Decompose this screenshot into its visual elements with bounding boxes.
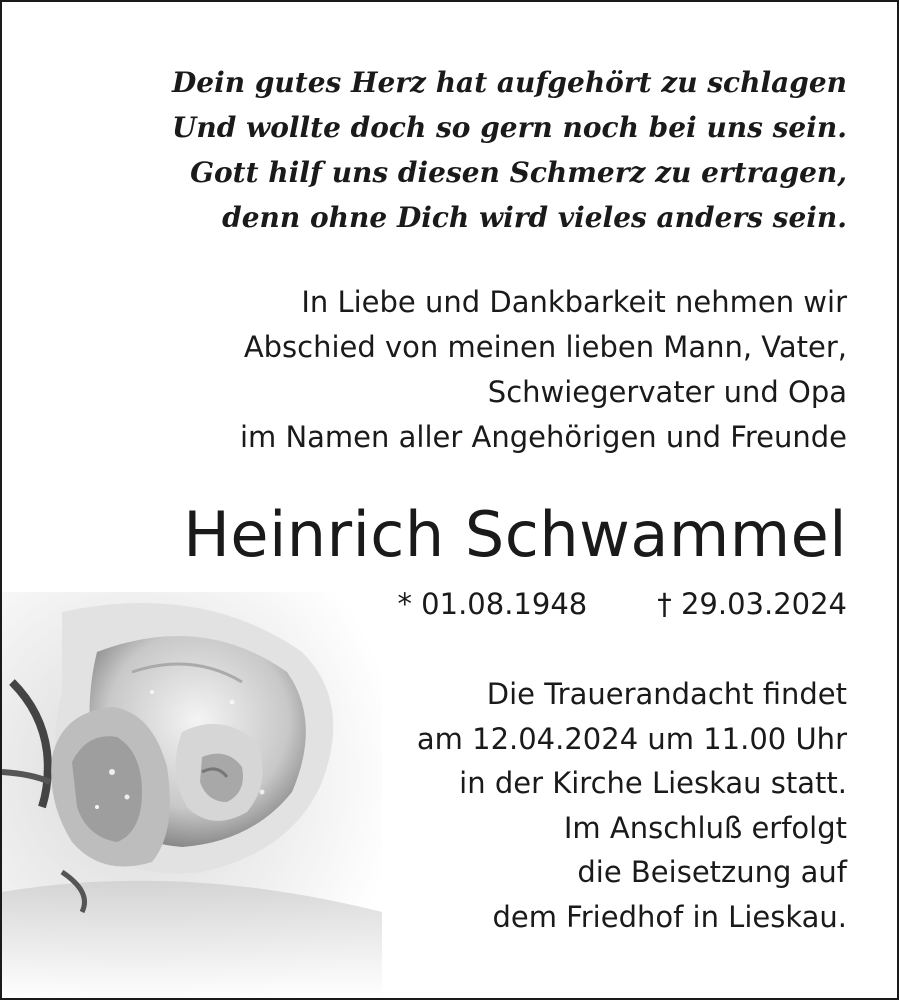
poem-line: Und wollte doch so gern noch bei uns sein. (171, 111, 847, 144)
service-details (47, 672, 847, 939)
notice-text (47, 2, 847, 939)
death-date: † 29.03.2024 (657, 587, 847, 621)
poem-line: Dein gutes Herz hat aufgehört zu schlagen (172, 66, 847, 99)
deceased-name: Heinrich Schwammel (183, 498, 847, 571)
service-line: Die Trauerandacht findet (486, 677, 847, 711)
service-line: dem Friedhof in Lieskau. (492, 899, 847, 934)
birth-date: * 01.08.1948 (397, 587, 588, 621)
life-dates (47, 582, 847, 626)
service-line: am 12.04.2024 um 11.00 Uhr (416, 721, 847, 756)
poem-line: Gott hilf uns diesen Schmerz zu ertragen, (190, 156, 847, 189)
intro-line: In Liebe und Dankbarkeit nehmen wir (301, 285, 847, 319)
intro-line: Schwiegervater und Opa (487, 375, 847, 409)
poem-line: denn ohne Dich wird vieles anders sein. (222, 201, 847, 234)
farewell-intro (47, 280, 847, 460)
intro-line: im Namen aller Angehörigen und Freunde (239, 420, 847, 454)
service-line: in der Kirche Lieskau statt. (459, 766, 847, 800)
service-line: Im Anschluß erfolgt (563, 810, 847, 845)
memorial-poem (47, 60, 847, 240)
intro-line: Abschied von meinen lieben Mann, Vater, (243, 330, 847, 364)
service-line: die Beisetzung auf (577, 855, 847, 889)
